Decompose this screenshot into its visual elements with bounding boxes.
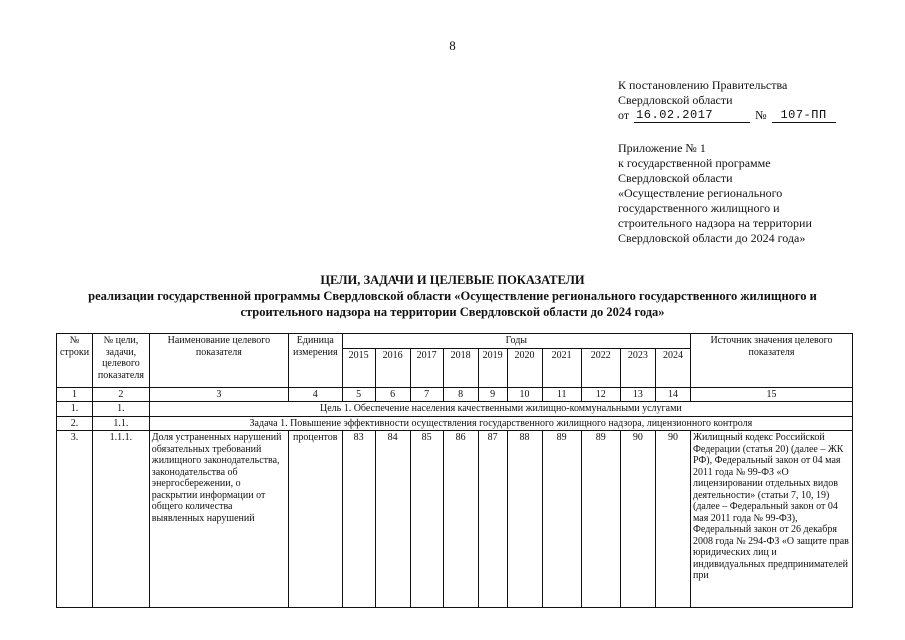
column-number: 5 (342, 387, 375, 402)
indicator-row (57, 431, 853, 608)
header-year: 2016 (375, 348, 410, 387)
indicator-value: 83 (342, 431, 375, 608)
indicator-value: 89 (542, 431, 581, 608)
header-year: 2020 (507, 348, 542, 387)
column-number-row (57, 387, 853, 402)
goal-code: 1. (93, 402, 150, 417)
goal-row-number: 1. (57, 402, 93, 417)
column-number: 8 (443, 387, 478, 402)
decree-from-label: от (618, 108, 630, 122)
column-number: 13 (620, 387, 655, 402)
title-line-2: реализации государственной программы Свердловской области «Осуществление регионального государственного жилищного и (88, 289, 817, 303)
header-source: Источник значения целевого показателя (691, 334, 853, 388)
appendix-line: Свердловской области (618, 171, 733, 185)
goal-row (57, 402, 853, 417)
task-row (57, 416, 853, 431)
indicator-name: Доля устраненных нарушений обязательных требований жилищного законодательства, законодательства об энергосбережении, о раскрытии информации от общего количества выявленных нарушений (149, 431, 288, 608)
header-name: Наименование целевого показателя (149, 334, 288, 388)
document-title (0, 272, 905, 320)
header-year: 2017 (410, 348, 443, 387)
decree-date: 16.02.2017 (634, 109, 750, 123)
column-number: 14 (655, 387, 690, 402)
indicator-value: 90 (655, 431, 690, 608)
header-goal-no: № цели, задачи, целевого показателя (93, 334, 150, 388)
indicator-code: 1.1.1. (93, 431, 150, 608)
column-number: 2 (93, 387, 150, 402)
goal-text: Цель 1. Обеспечение населения качественными жилищно-коммунальными услугами (149, 402, 852, 417)
column-number: 15 (691, 387, 853, 402)
header-year: 2015 (342, 348, 375, 387)
header-years: Годы (342, 334, 690, 349)
header-unit: Единица измерения (288, 334, 342, 388)
indicator-source: Жилищный кодекс Российской Федерации (статья 20) (далее – ЖК РФ), Федеральный закон от 04 мая 2011 года № 99-ФЗ «О лицензировании отдельных видов деятельности» (статьи 7, 10, 19) (далее – Федеральный закон от 04 мая 2011 года № 99-ФЗ), Федеральный закон от 26 декабря 2008 года № 294-ФЗ «О защите прав юридических лиц и индивидуальных предпринимателей при (691, 431, 853, 608)
page-number: 8 (449, 38, 456, 53)
indicator-value: 84 (375, 431, 410, 608)
table-header-row (57, 334, 853, 349)
indicator-value: 87 (478, 431, 507, 608)
indicator-value: 89 (581, 431, 620, 608)
task-row-number: 2. (57, 416, 93, 431)
column-number: 7 (410, 387, 443, 402)
goals-table (56, 333, 853, 608)
appendix-line: государственного жилищного и (618, 201, 780, 215)
column-number: 4 (288, 387, 342, 402)
decree-line-2: Свердловской области (618, 93, 733, 107)
appendix-block (618, 141, 812, 246)
decree-number-label: № (755, 108, 767, 122)
task-text: Задача 1. Повышение эффективности осуществления государственного жилищного надзора, лицензионного контроля (149, 416, 852, 431)
appendix-line: Приложение № 1 (618, 141, 706, 155)
header-year: 2022 (581, 348, 620, 387)
indicator-value: 88 (507, 431, 542, 608)
title-line-1: ЦЕЛИ, ЗАДАЧИ И ЦЕЛЕВЫЕ ПОКАЗАТЕЛИ (320, 273, 585, 287)
decree-line-1: К постановлению Правительства (618, 78, 788, 92)
decree-date-number (618, 108, 836, 123)
indicator-unit: процентов (288, 431, 342, 608)
column-number: 12 (581, 387, 620, 402)
column-number: 3 (149, 387, 288, 402)
appendix-line: Свердловской области до 2024 года» (618, 231, 806, 245)
column-number: 6 (375, 387, 410, 402)
header-year: 2019 (478, 348, 507, 387)
appendix-line: «Осуществление регионального (618, 186, 783, 200)
column-number: 1 (57, 387, 93, 402)
column-number: 11 (542, 387, 581, 402)
column-number: 10 (507, 387, 542, 402)
decree-number: 107-ПП (772, 109, 836, 123)
column-number: 9 (478, 387, 507, 402)
header-row-no: № строки (57, 334, 93, 388)
task-code: 1.1. (93, 416, 150, 431)
header-year: 2024 (655, 348, 690, 387)
title-line-3: строительного надзора на территории Свердловской области до 2024 года» (240, 305, 665, 319)
header-year: 2023 (620, 348, 655, 387)
indicator-row-number: 3. (57, 431, 93, 608)
appendix-line: к государственной программе (618, 156, 771, 170)
appendix-line: строительного надзора на территории (618, 216, 812, 230)
decree-reference (618, 78, 836, 123)
header-year: 2018 (443, 348, 478, 387)
header-year: 2021 (542, 348, 581, 387)
indicator-value: 85 (410, 431, 443, 608)
indicator-value: 86 (443, 431, 478, 608)
indicator-value: 90 (620, 431, 655, 608)
